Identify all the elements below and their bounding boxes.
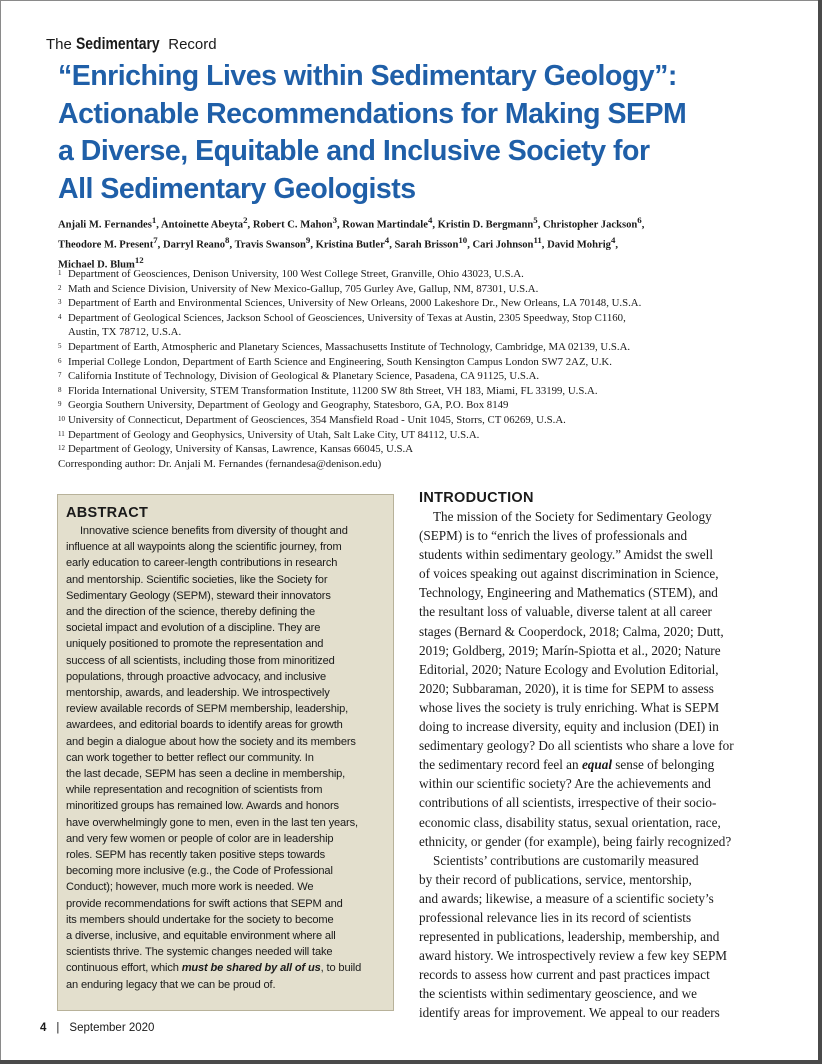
title-line: “Enriching Lives within Sedimentary Geology”: [58,60,677,92]
abstract-line: provide recommendations for swift actions that SEPM and [66,897,343,910]
author-name: Theodore M. Present [58,239,154,251]
intro-line: award history. We introspectively review a few key SEPM [419,948,728,964]
author-list [58,213,778,273]
author-name: Sarah Brisson [394,239,459,251]
affil-text: Department of Earth and Environmental Sciences, University of New Orleans, 2000 Lakeshore Dr., New Orleans, LA 70148, U.S.A. [68,297,642,310]
introduction-heading: INTRODUCTION [419,490,534,506]
intro-line: of voices speaking out against discrimination in Science, [419,566,719,582]
abstract-emphasis: must be shared by all of us [181,962,321,975]
intro-line [419,755,769,774]
abstract-line: the last decade, SEPM has seen a decline in membership, [66,768,346,781]
affil-text: Imperial College London, Department of Earth Science and Engineering, South Kensington Campus London SW7 2AZ, U.K. [68,355,612,368]
affiliation-item [58,340,778,355]
affil-text: Georgia Southern University, Department of Geology and Geography, Statesboro, GA, P.O. Box 8149 [68,399,509,412]
abstract-text: , to build [320,962,362,975]
author-affil-number: 2 [243,215,248,225]
abstract-line: have overwhelmingly gone to men, even in the last ten years, [66,816,358,829]
author-name: Cari Johnson [472,239,534,251]
affil-text: Department of Geosciences, Denison University, 100 West College Street, Granville, Ohio 43023, U.S.A. [68,268,524,280]
abstract-line: becoming more inclusive (e.g., the Code of Professional [66,865,333,878]
intro-line: 2019; Goldberg, 2019; Marín-Spiotta et al., 2020; Nature [419,642,721,658]
author-affil-number: 8 [225,234,230,245]
affil-text: Math and Science Division, University of New Mexico-Gallup, 705 Gurley Ave, Gallup, NM, 87301, U.S.A. [68,282,539,295]
author-affil-number: 4 [427,215,433,225]
intro-line: identify areas for improvement. We appeal to our readers [419,1005,720,1021]
article-title [58,58,798,208]
abstract-line: mentorship, awards, and leadership. We introspectively [66,687,330,700]
author-affil-number: 6 [637,215,642,225]
abstract-line: and begin a dialogue about how the society and its members [66,735,356,748]
introduction-column [419,489,769,1023]
affiliation-item [58,267,778,282]
abstract-line: while representation and recognition of scientists from [66,784,323,797]
affiliation-list [58,267,778,471]
affil-number: 9 [58,400,62,409]
abstract-line: early education to career-length contributions in research [66,557,338,570]
author-name: Kristina Butler [315,239,385,251]
affil-text: Florida International University, STEM Transformation Institute, 11200 SW 8th Street, VH 183, Miami, FL 33199, U.S.A. [68,384,598,397]
intro-line: Scientists’ contributions are customarily measured [433,852,699,868]
affil-number: 6 [58,356,62,365]
abstract-line: minoritized groups has remained low. Awards and honors [66,800,339,813]
intro-line: by their record of publications, service, mentorship, [419,871,692,887]
affiliation-item [58,311,778,340]
author-name: Michael D. Blum [58,259,135,271]
intro-line: economic class, disability status, sexual orientation, race, [419,814,721,830]
title-line: Actionable Recommendations for Making SEPM [58,97,687,130]
intro-line: the scientists within sedimentary geoscience, and we [419,986,697,1002]
affil-number: 8 [58,385,62,394]
author-line: Theodore M. Present$^7$, Darryl Reano$^8$, Travis Swanson$^9$, Kristina Butler$^4$, Sarah Brisson$^{10}$, Cari Johnson$^{11}$, David Mohrig$^4$, [58,234,619,251]
author-affil-number: 7 [153,234,158,245]
abstract-line: influence at all waypoints along the scientific journey, from [66,541,342,554]
abstract-line: success of all scientists, including those from minoritized [66,654,335,667]
corresponding-author: Corresponding author: Dr. Anjali M. Fernandes (fernandesa@denison.edu) [58,457,382,470]
affil-text: Department of Geological Sciences, Jackson School of Geosciences, University of Texas at Austin, 2305 Speedway, Stop C1160, [68,311,626,324]
abstract-line: an enduring legacy that we can be proud of. [66,978,276,991]
affiliation-item [58,398,778,413]
title-line: All Sedimentary Geologists [58,172,416,205]
intro-line: stages (Bernard & Cooperdock, 2018; Calma, 2020; Dutt, [419,623,724,639]
author-affil-number: 5 [533,215,538,225]
affil-text: Department of Earth, Atmospheric and Planetary Sciences, Massachusetts Institute of Technology, Cambridge, MA 02139, U.S.A. [68,340,631,353]
affil-text: Department of Geology, University of Kansas, Lawrence, Kansas 66045, U.S.A [68,443,414,456]
abstract-line: review available records of SEPM membership, leadership, [66,703,349,716]
abstract-line: societal impact and evolution of a discipline. They are [66,622,321,635]
abstract-text: continuous effort, which [66,962,182,975]
abstract-box [57,494,394,1011]
intro-line: the resultant loss of valuable, diverse talent at all career [419,604,712,620]
abstract-body [66,523,385,993]
abstract-line: Conduct); however, much more work is needed. We [66,881,314,894]
abstract-line: awardees, and editorial boards to identify areas for growth [66,719,343,732]
intro-line: doing to increase diversity, equity and inclusion (DEI) in [419,719,719,735]
affil-text-continued: Austin, TX 78712, U.S.A. [68,326,182,339]
intro-emphasis: equal [581,757,612,773]
author-name: Travis Swanson [234,239,306,251]
intro-line: Editorial, 2020; Nature Ecology and Evolution Editorial, [419,661,719,677]
author-affil-number: 11 [533,234,542,245]
header-word-record: Record [164,36,217,53]
affil-text: University of Connecticut, Department of Geosciences, 354 Mansfield Road - Unit 1045, Storrs, CT 06269, U.S.A. [68,413,566,426]
affil-text: Department of Geology and Geophysics, University of Utah, Salt Lake City, UT 84112, U.S.A. [68,428,480,441]
affiliation-item [58,369,778,384]
affil-text: California Institute of Technology, Division of Geological & Planetary Science, Pasadena, CA 91125, U.S.A. [68,370,540,383]
intro-line: represented in publications, leadership, membership, and [419,929,720,945]
author-affil-number: 9 [305,234,311,245]
author-name: Darryl Reano [162,239,226,251]
abstract-line: populations, through proactive advocacy, and inclusive [66,670,326,683]
author-affil-number: 1 [151,215,157,225]
intro-line: whose lives the society is truly enriching. What is SEPM [419,699,720,715]
issue-date: September 2020 [69,1022,155,1034]
intro-line: records to assess how current and past practices impact [419,967,710,983]
abstract-line [66,960,385,976]
abstract-line: uniquely positioned to promote the representation and [66,638,324,651]
author-affil-number: 4 [610,234,616,245]
author-affil-number: 12 [134,254,144,265]
footer-separator: | [56,1022,60,1034]
abstract-line: scientists thrive. The systemic changes needed will take [66,946,333,959]
abstract-line: Innovative science benefits from diversity of thought and [80,525,348,537]
author-affil-number: 4 [384,234,390,245]
intro-line: Technology, Engineering and Mathematics (STEM), and [419,585,718,601]
author-name: Antoinette Abeyta [161,219,244,231]
page-shadow-right [818,0,822,1064]
intro-line: 2020; Subbaraman, 2020), it is time for SEPM to assess [419,680,714,696]
affil-number: 12 [58,444,65,453]
affiliation-item [58,384,778,399]
abstract-line: can work together to better reflect our community. In [66,751,314,764]
abstract-line: roles. SEPM has recently taken positive steps towards [66,849,326,862]
author-name: Rowan Martindale [342,219,428,231]
affiliation-item [58,428,778,443]
title-line: a Diverse, Equitable and Inclusive Society for [58,135,650,167]
abstract-line: its members should undertake for the society to become [66,913,334,926]
affil-number: 1 [58,269,62,277]
author-name: Anjali M. Fernandes [58,219,152,231]
affil-number: 4 [58,312,62,321]
affiliation-item [58,355,778,370]
affiliation-item [58,413,778,428]
abstract-heading: ABSTRACT [66,505,149,521]
affil-number: 7 [58,371,62,380]
affiliation-item [58,296,778,311]
author-name: David Mohrig [547,239,611,251]
abstract-line: Sedimentary Geology (SEPM), steward their innovators [66,589,331,602]
affil-number: 10 [58,414,65,423]
page-footer [40,1022,154,1034]
header-word-sedimentary: Sedimentary [76,34,160,53]
author-name: Christopher Jackson [543,219,638,231]
page-number: 4 [40,1022,47,1034]
author-name: Robert C. Mahon [252,219,333,231]
author-affil-number: 3 [332,215,337,225]
affil-number: 5 [58,341,62,350]
intro-line: (SEPM) is to “enrich the lives of professionals and [419,528,688,544]
affil-number: 3 [58,298,62,307]
abstract-line: and the direction of the science, thereby defining the [66,606,316,619]
intro-line: within our scientific society? Are the achievements and [419,776,711,792]
intro-text: sense of belonging [611,757,715,773]
author-line: Anjali M. Fernandes$^1$, Antoinette Abeyta$^2$, Robert C. Mahon$^3$, Rowan Martindale$^4$, Kristin D. Bergmann$^5$, Christopher Jackson$^6$, [58,215,645,231]
introduction-body [419,507,769,1023]
affil-number: 2 [58,283,62,292]
intro-line: sedimentary geology? Do all scientists who share a love for [419,738,734,754]
affiliation-item [58,282,778,297]
abstract-line: a diverse, inclusive, and equitable environment where all [66,930,336,943]
intro-text: the sedimentary record feel an [419,757,582,773]
abstract-line: and mentorship. Scientific societies, like the Society for [66,573,328,586]
intro-line: students within sedimentary geology.” Amidst the swell [419,547,713,563]
author-name: Kristin D. Bergmann [437,219,534,231]
intro-line: and awards; likewise, a measure of a scientific society’s [419,890,714,906]
affiliation-item [58,442,778,457]
abstract-line: and very few women or people of color are in leadership [66,832,334,845]
header-word-the: The [46,36,77,53]
intro-line: professional relevance lies in its record of scientists [419,909,692,925]
author-affil-number: 10 [458,234,468,245]
page-shadow-bottom [0,1060,822,1064]
intro-line: The mission of the Society for Sedimentary Geology [433,509,712,524]
intro-line: contributions of all scientists, irrespective of their socio- [419,795,717,811]
running-header [46,34,217,54]
affil-number: 11 [58,429,65,438]
intro-line: ethnicity, or gender (for example), being fairly recognized? [419,833,732,849]
